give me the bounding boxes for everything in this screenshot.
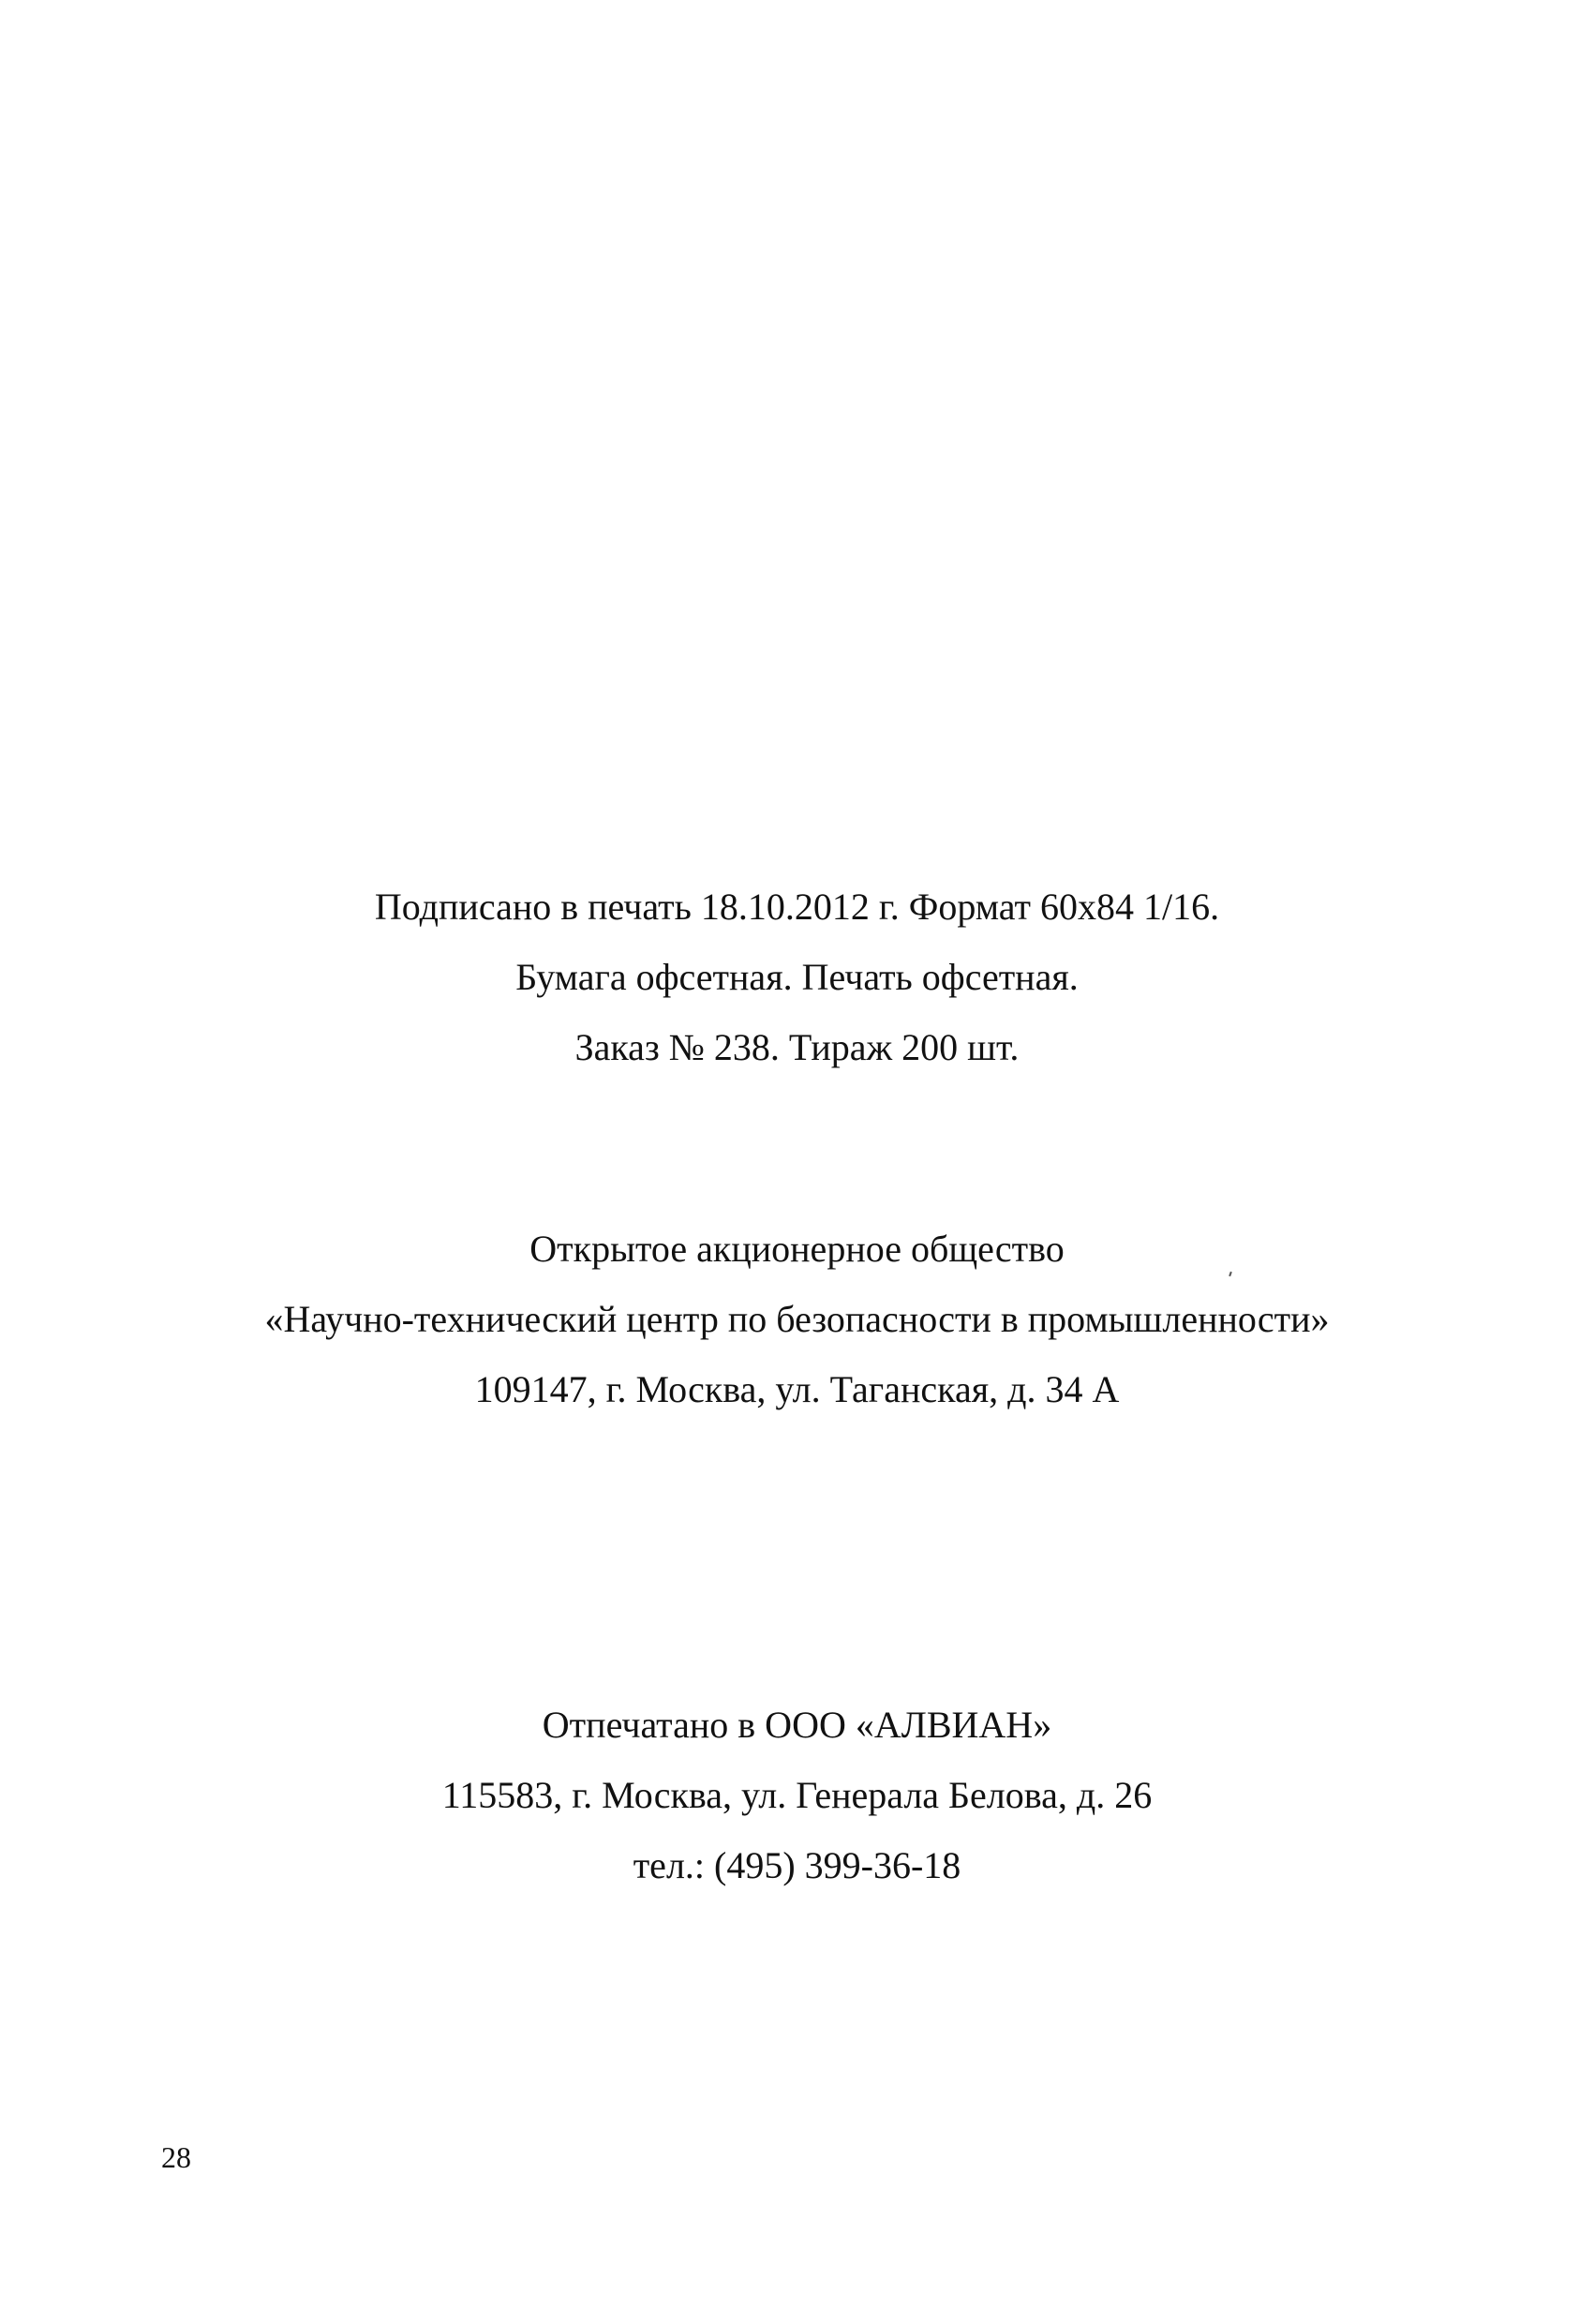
imprint-paper-print: Бумага офсетная. Печать офсетная. (515, 956, 1079, 998)
imprint-block (0, 872, 1594, 1082)
publisher-address: 109147, г. Москва, ул. Таганская, д. 34 А (474, 1368, 1120, 1410)
publisher-company-type: Открытое акционерное общество (529, 1228, 1065, 1270)
imprint-signed-format: Подписано в печать 18.10.2012 г. Формат 60х84 1/16. (374, 886, 1220, 928)
publisher-name: «Научно-технический центр по безопасности в промышленности» (264, 1298, 1330, 1340)
printer-address: 115583, г. Москва, ул. Генерала Белова, д. 26 (441, 1774, 1153, 1816)
printer-name: Отпечатано в ООО «АЛВИАН» (542, 1704, 1052, 1746)
printer-phone: тел.: (495) 399-36-18 (633, 1844, 961, 1886)
printer-block (0, 1690, 1594, 1900)
page-number: 28 (161, 2140, 191, 2174)
publisher-block (0, 1214, 1594, 1424)
imprint-order-circulation: Заказ № 238. Тираж 200 шт. (574, 1026, 1020, 1068)
